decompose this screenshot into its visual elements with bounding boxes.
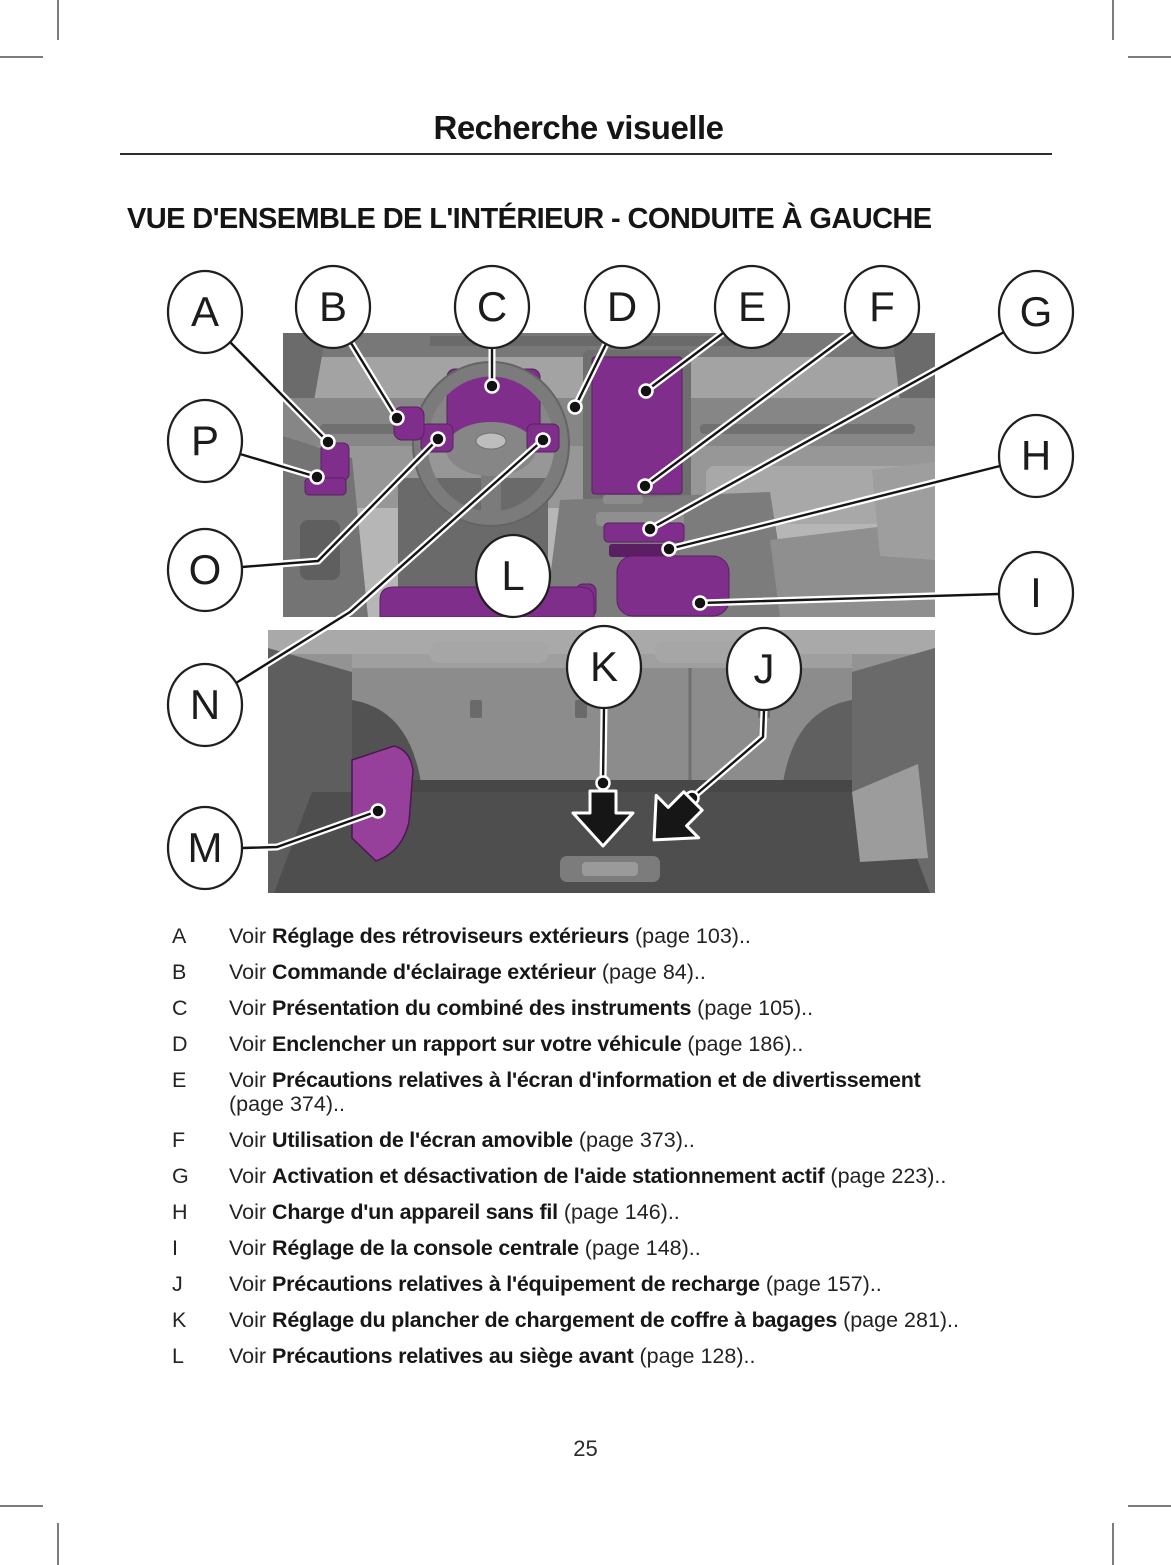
svg-text:B: B [318,283,348,330]
svg-text:G: G [1019,288,1053,335]
legend-text: Voir Précautions relatives au siège avant (page 128).. [229,1344,756,1368]
legend-text: Voir Enclencher un rapport sur votre véhicule (page 186).. [229,1032,804,1056]
callout-o [168,529,242,611]
page-number: 25 [573,1436,598,1461]
highlight-console-trim [609,544,665,557]
legend-item [172,924,1092,948]
legend-item [172,1236,1092,1260]
legend-letter: B [172,960,187,984]
svg-text:E: E [737,283,767,330]
crop-mark [57,1523,59,1565]
svg-text:L: L [501,552,525,599]
callout-e [715,266,789,348]
legend-item [172,1128,1092,1152]
legend-text: Voir Réglage du plancher de chargement de coffre à bagages (page 281).. [229,1308,960,1332]
svg-text:F: F [869,283,895,330]
legend-item [172,1272,1092,1296]
legend-letter: E [172,1068,187,1092]
svg-text:H: H [1020,432,1052,479]
legend-letter: D [172,1032,188,1056]
svg-text:C: C [476,283,508,330]
callout-g [999,271,1073,353]
legend-letter: I [172,1236,178,1260]
legend-letter: K [172,1308,187,1332]
legend-list [172,924,1092,1380]
legend-letter: J [172,1272,183,1296]
crop-mark [0,56,43,58]
svg-text:K: K [589,643,619,690]
legend-item [172,996,1092,1020]
legend-text: Voir Réglage des rétroviseurs extérieurs (page 103).. [229,924,751,948]
callout-b [296,266,370,348]
svg-text:J: J [753,645,775,692]
section-title: VUE D'ENSEMBLE DE L'INTÉRIEUR - CONDUITE À GAUCHE [127,203,932,235]
svg-text:M: M [187,824,223,871]
callout-k [567,626,641,708]
legend-item [172,1344,1092,1368]
callout-d [585,266,659,348]
legend-item [172,1200,1092,1224]
legend-text: Voir Précautions relatives à l'écran d'information et de divertissement (page 374).. [229,1068,921,1116]
crop-mark [1112,0,1114,40]
legend-item [172,960,1092,984]
callout-f [845,266,919,348]
crop-mark [0,1505,43,1507]
legend-text: Voir Activation et désactivation de l'aide stationnement actif (page 223).. [229,1164,947,1188]
callout-i [999,552,1073,634]
legend-letter: A [172,924,187,948]
svg-text:O: O [188,546,222,593]
interior-diagram [140,250,1090,910]
chapter-title: Recherche visuelle [433,109,724,146]
callout-n [168,664,242,746]
legend-item [172,1032,1092,1056]
svg-text:I: I [1030,569,1042,616]
legend-letter: G [172,1164,189,1188]
crop-mark [1128,56,1171,58]
highlight-armrest [617,556,729,616]
legend-text: Voir Charge d'un appareil sans fil (page 146).. [229,1200,680,1224]
header-divider [120,153,1052,155]
crop-mark [57,0,59,40]
legend-item [172,1164,1092,1188]
legend-text: Voir Utilisation de l'écran amovible (page 373).. [229,1128,695,1152]
svg-text:N: N [189,681,221,728]
svg-text:D: D [606,283,638,330]
legend-text: Voir Commande d'éclairage extérieur (page 84).. [229,960,706,984]
legend-text: Voir Réglage de la console centrale (page 148).. [229,1236,701,1260]
crop-mark [1112,1523,1114,1565]
callout-m [168,807,242,889]
callout-l [476,535,550,617]
svg-text:A: A [190,288,220,335]
callout-a [168,271,242,353]
legend-letter: L [172,1344,184,1368]
callout-j [727,628,801,710]
legend-text: Voir Précautions relatives à l'équipement de recharge (page 157).. [229,1272,882,1296]
legend-item [172,1308,1092,1332]
legend-item [172,1068,1092,1116]
callout-h [999,415,1073,497]
callout-c [455,266,529,348]
legend-letter: F [172,1128,186,1152]
dashboard-illustration [283,333,935,617]
svg-text:P: P [190,417,220,464]
callout-p [168,400,242,482]
crop-mark [1128,1505,1171,1507]
legend-letter: H [172,1200,188,1224]
legend-text: Voir Présentation du combiné des instruments (page 105).. [229,996,814,1020]
legend-letter: C [172,996,188,1020]
